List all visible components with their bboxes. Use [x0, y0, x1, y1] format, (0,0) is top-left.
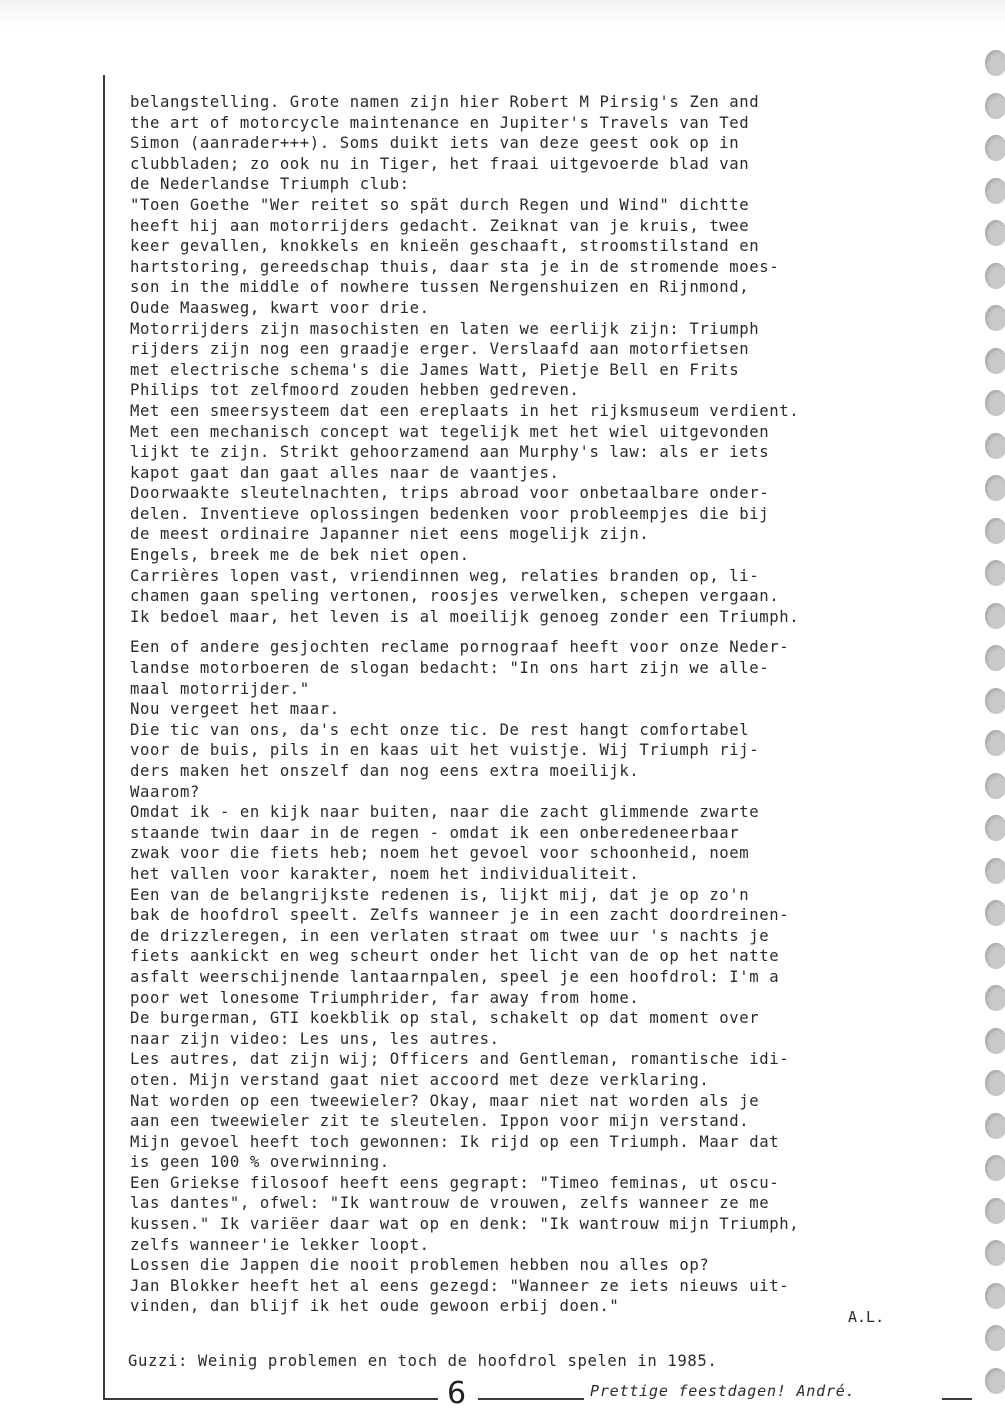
binder-hole: [985, 645, 1005, 671]
text-line: Een van de belangrijkste redenen is, lijkt mij, dat je op zo'n: [130, 885, 750, 904]
text-line: Met een smeersysteem dat een ereplaats in het rijksmuseum verdient.: [130, 401, 800, 420]
text-line: voor de buis, pils in en kaas uit het vuistje. Wij Triumph rij-: [130, 741, 760, 760]
binder-hole: [985, 1113, 1005, 1139]
text-line: asfalt weerschijnende lantaarnpalen, speel je een hoofdrol: I'm a: [130, 967, 780, 986]
binder-hole: [985, 1070, 1005, 1096]
footer-rule-right: [942, 1398, 972, 1400]
text-line: Philips tot zelfmoord zouden hebben gedreven.: [130, 381, 580, 400]
text-line: clubbladen; zo ook nu in Tiger, het fraai uitgevoerde blad van: [130, 154, 750, 173]
text-line: hartstoring, gereedschap thuis, daar sta je in de stromende moes-: [130, 257, 780, 276]
text-line: rijders zijn nog een graadje erger. Verslaafd aan motorfietsen: [130, 340, 750, 359]
text-line: chamen gaan speling vertonen, roosjes verwelken, schepen vergaan.: [130, 587, 780, 606]
binder-hole: [985, 263, 1005, 289]
text-line: Les autres, dat zijn wij; Officers and Gentleman, romantische idi-: [130, 1050, 790, 1069]
text-line: staande twin daar in de regen - omdat ik een onberedeneerbaar: [130, 823, 740, 842]
text-line: Carrières lopen vast, vriendinnen weg, relaties branden op, li-: [130, 566, 760, 585]
binder-hole: [985, 1240, 1005, 1266]
text-line: de meest ordinaire Japanner niet eens mogelijk zijn.: [130, 525, 650, 544]
binder-hole: [985, 1368, 1005, 1394]
binder-hole: [985, 1325, 1005, 1351]
text-line: Lossen die Jappen die nooit problemen hebben nou alles op?: [130, 1256, 710, 1275]
binder-hole: [985, 220, 1005, 246]
text-line: de drizzleregen, in een verlaten straat om twee uur 's nachts je: [130, 926, 770, 945]
text-line: keer gevallen, knokkels en knieën geschaaft, stroomstilstand en: [130, 237, 760, 256]
text-line: naar zijn video: Les uns, les autres.: [130, 1029, 500, 1048]
text-line: kussen." Ik variëer daar wat op en denk: "Ik wantrouw mijn Triumph,: [130, 1215, 800, 1234]
footer-rule-left: [103, 1398, 438, 1400]
binder-hole: [985, 1028, 1005, 1054]
text-line: las dantes", ofwel: "Ik wantrouw de vrouwen, zelfs wanneer ze me: [130, 1194, 770, 1213]
text-line: fiets aankickt en weg scheurt onder het licht van de op het natte: [130, 947, 780, 966]
binder-hole: [985, 135, 1005, 161]
footer-greeting: Prettige feestdagen! André.: [590, 1382, 856, 1400]
text-line: Nou vergeet het maar.: [130, 700, 340, 719]
text-line: het vallen voor karakter, noem het individualiteit.: [130, 864, 640, 883]
text-line: zelfs wanneer'ie lekker loopt.: [130, 1235, 430, 1254]
text-line: poor wet lonesome Triumphrider, far away from home.: [130, 988, 640, 1007]
binder-hole: [985, 1283, 1005, 1309]
text-line: kapot gaat dan gaat alles naar de vaantjes.: [130, 463, 560, 482]
text-line: Nat worden op een tweewieler? Okay, maar niet nat worden als je: [130, 1091, 760, 1110]
binder-hole: [985, 858, 1005, 884]
binder-hole: [985, 390, 1005, 416]
page-number: 6: [447, 1376, 467, 1411]
binder-hole: [985, 50, 1005, 76]
text-line: oten. Mijn verstand gaat niet accoord met deze verklaring.: [130, 1070, 710, 1089]
binder-hole: [985, 943, 1005, 969]
text-line: maal motorrijder.": [130, 679, 310, 698]
text-line: aan een tweewieler zit te sleutelen. Ippon voor mijn verstand.: [130, 1112, 750, 1131]
text-line: Doorwaakte sleutelnachten, trips abroad voor onbetaalbare onder-: [130, 484, 770, 503]
left-margin-rule: [103, 75, 105, 1400]
text-line: de Nederlandse Triumph club:: [130, 175, 410, 194]
binder-hole: [985, 560, 1005, 586]
text-line: Oude Maasweg, kwart voor drie.: [130, 298, 430, 317]
text-line: Motorrijders zijn masochisten en laten we eerlijk zijn: Triumph: [130, 319, 760, 338]
text-line: lijkt te zijn. Strikt gehoorzamend aan Murphy's law: als er iets: [130, 443, 770, 462]
text-line: landse motorboeren de slogan bedacht: "In ons hart zijn we alle-: [130, 659, 770, 678]
binder-hole: [985, 348, 1005, 374]
text-line: met electrische schema's die James Watt, Pietje Bell en Frits: [130, 360, 740, 379]
footer-rule-middle: [478, 1398, 584, 1400]
text-line: is geen 100 % overwinning.: [130, 1153, 390, 1172]
text-line: the art of motorcycle maintenance en Jupiter's Travels van Ted: [130, 113, 750, 132]
text-line: Omdat ik - en kijk naar buiten, naar die zacht glimmende zwarte: [130, 803, 760, 822]
text-line: bak de hoofdrol speelt. Zelfs wanneer je in een zacht doordreinen-: [130, 906, 790, 925]
binder-hole: [985, 900, 1005, 926]
text-line: Mijn gevoel heeft toch gewonnen: Ik rijd op een Triumph. Maar dat: [130, 1132, 780, 1151]
text-line: son in the middle of nowhere tussen Nergenshuizen en Rijnmond,: [130, 278, 750, 297]
binder-hole: [985, 603, 1005, 629]
text-line: zwak voor die fiets heb; noem het gevoel voor schoonheid, noem: [130, 844, 750, 863]
closing-line: Guzzi: Weinig problemen en toch de hoofdrol spelen in 1985.: [128, 1352, 718, 1370]
binder-hole: [985, 305, 1005, 331]
text-line: heeft hij aan motorrijders gedacht. Zeiknat van je kruis, twee: [130, 216, 750, 235]
text-line: Een of andere gesjochten reclame pornograaf heeft voor onze Neder-: [130, 638, 790, 657]
text-line: Engels, breek me de bek niet open.: [130, 546, 470, 565]
text-line: Die tic van ons, da's echt onze tic. De rest hangt comfortabel: [130, 720, 750, 739]
binder-hole: [985, 773, 1005, 799]
text-line: delen. Inventieve oplossingen bedenken voor probleempjes die bij: [130, 504, 770, 523]
text-line: Simon (aanrader+++). Soms duikt iets van deze geest ook op in: [130, 134, 740, 153]
binder-hole: [985, 1155, 1005, 1181]
binder-hole: [985, 475, 1005, 501]
binder-hole: [985, 1198, 1005, 1224]
text-line: De burgerman, GTI koekblik op stal, schakelt op dat moment over: [130, 1009, 760, 1028]
text-line: [130, 627, 980, 637]
binder-hole: [985, 688, 1005, 714]
text-line: Ik bedoel maar, het leven is al moeilijk genoeg zonder een Triumph.: [130, 607, 800, 626]
binder-hole: [985, 433, 1005, 459]
binder-hole: [985, 518, 1005, 544]
page-top-edge: [0, 0, 1005, 28]
binder-hole: [985, 93, 1005, 119]
text-line: belangstelling. Grote namen zijn hier Robert M Pirsig's Zen and: [130, 93, 760, 111]
text-line: ders maken het onszelf dan nog eens extra moeilijk.: [130, 762, 640, 780]
text-line: "Toen Goethe "Wer reitet so spät durch Regen und Wind" dichtte: [130, 195, 750, 214]
text-line: Jan Blokker heeft het al eens gezegd: "Wanneer ze iets nieuws uit-: [130, 1276, 790, 1295]
binder-hole: [985, 178, 1005, 204]
author-initials: A.L.: [848, 1308, 885, 1326]
article-body: [130, 92, 980, 1317]
text-line: Een Griekse filosoof heeft eens gegrapt: "Timeo feminas, ut oscu-: [130, 1173, 780, 1192]
binder-hole: [985, 815, 1005, 841]
binder-holes: [979, 40, 1005, 1410]
binder-hole: [985, 985, 1005, 1011]
binder-hole: [985, 730, 1005, 756]
text-line: vinden, dan blijf ik het oude gewoon erbij doen.": [130, 1297, 620, 1316]
text-line: Waarom?: [130, 782, 200, 801]
text-line: Met een mechanisch concept wat tegelijk met het wiel uitgevonden: [130, 422, 770, 441]
